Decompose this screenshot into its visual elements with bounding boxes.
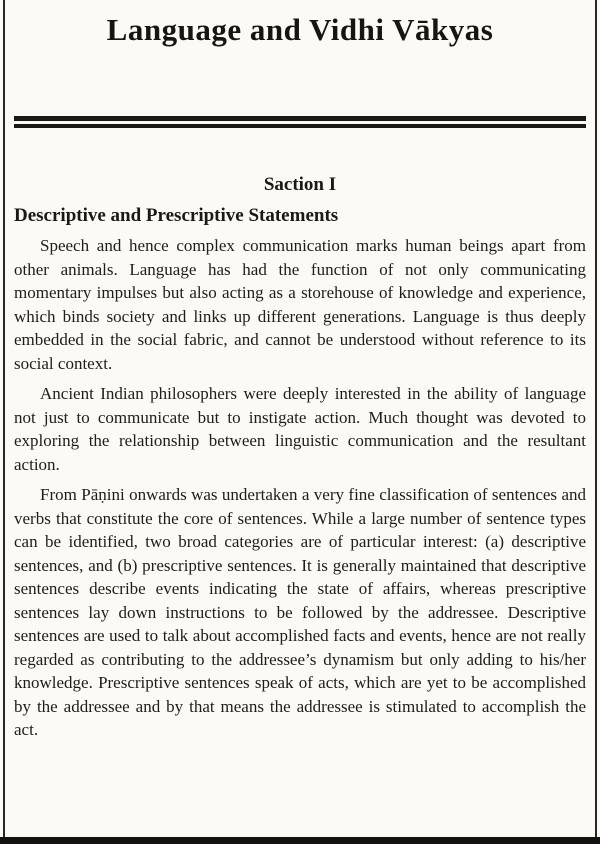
paragraph-2: Ancient Indian philosophers were deeply interested in the ability of language not just to communicate but to instigate action. Much thought was devoted to exploring the relationship between linguistic communication and the resultant action. bbox=[14, 384, 586, 474]
paragraph-3: From Pāṇini onwards was undertaken a very fine classification of sentences and verbs that constitute the core of sentences. While a large number of sentence types can be identified, two broad categories are of particular interest: (a) descriptive sentences, and (b) prescriptive sentences. It is generally maintained that descriptive sentences describe events indicating the state of affairs, whereas prescriptive sentences lay down instructions to be followed by the addressee. Descriptive sentences are used to talk about accomplished facts and events, hence are not really regarded as contributing to the addressee’s dynamism but only adding to his/her knowledge. Prescriptive sentences speak of acts, which are yet to be accomplished by the addressee and by that means the addressee is stimulated to accomplish the act. bbox=[14, 485, 586, 739]
page-bottom-edge bbox=[0, 837, 600, 844]
page-right-edge bbox=[595, 0, 597, 844]
page-left-edge bbox=[3, 0, 5, 844]
paragraph-1: Speech and hence complex communication marks human beings apart from other animals. Language has had the function of not only communicating momentary impulses but also acting as a storehouse of knowledge and experience, which binds society and links up different generations. Language is thus deeply embedded in the social fabric, and cannot be understood without reference to its social context. bbox=[14, 236, 586, 373]
double-rule-divider bbox=[14, 116, 586, 128]
page-title: Language and Vidhi Vākyas bbox=[106, 12, 494, 47]
subsection-heading: Descriptive and Prescriptive Statements bbox=[14, 205, 339, 226]
body-text-block bbox=[14, 234, 586, 742]
section-heading: Saction I bbox=[263, 174, 337, 195]
